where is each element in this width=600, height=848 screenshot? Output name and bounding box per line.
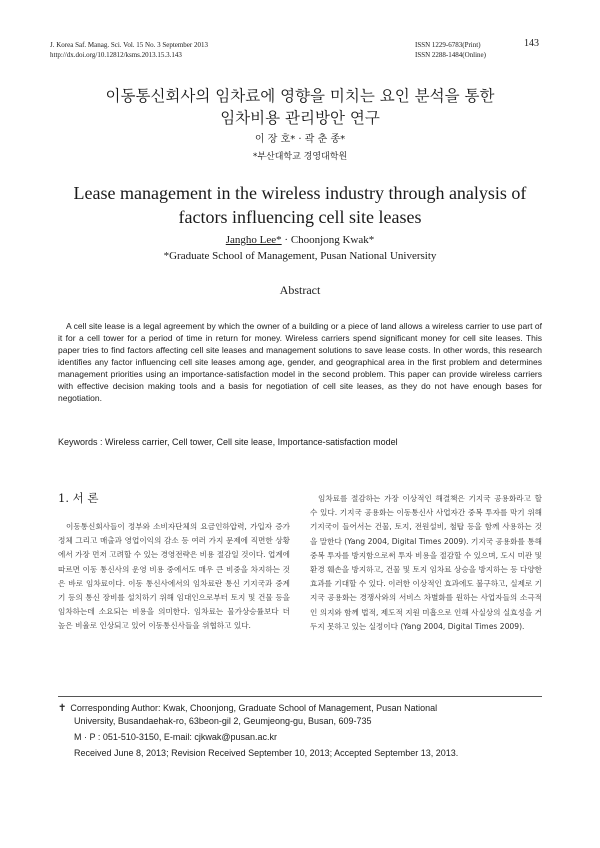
issn-online: ISSN 2288-1484(Online) <box>415 51 486 59</box>
footnote-line1 <box>58 702 548 715</box>
korean-authors: 이 장 호* · 곽 춘 종* <box>254 134 346 145</box>
footnote-contact: M · P : 051-510-3150, E-mail: cjkwak@pusan.ac.kr <box>74 732 278 742</box>
author-kwak: Choonjong Kwak* <box>290 234 375 246</box>
english-title-line2: factors influencing cell site leases <box>178 207 422 227</box>
running-header-right <box>415 40 486 60</box>
issn-print: ISSN 1229-6783(Print) <box>415 41 481 49</box>
doi-link[interactable]: http://dx.doi.org/10.12812/ksms.2013.15.3.143 <box>50 51 182 59</box>
section-heading-introduction: 1. 서 론 <box>58 491 99 505</box>
running-header-left <box>50 40 208 60</box>
dagger-icon: ✝ <box>58 703 67 714</box>
intro-right-column: 임차료를 절감하는 가장 이상적인 해결책은 기지국 공용화라고 할 수 있다. 기지국 공용화는 이동통신사 사업자간 중복 투자를 막기 위해 기지국이 들어서는 건물, 토지, 전원설비, 철탑 등을 함께 사용하는 것을 말한다 (Yang 2004, Digital Times 2009). 기지국 공용화를 통해 중복 투자를 방지함으로써 투자 비용을 절감할 수 있으며, 도시 미관 및 환경 훼손을 방지하고, 건물 및 토지 임차료 상승을 방지하는 등 다양한 효과를 기대할 수 있다. 이러한 이상적인 효과에도 불구하고, 실제로 기지국 공용화는 경쟁사와의 서비스 차별화를 원하는 사업자들의 소극적인 의지와 함께 법적, 제도적 지원 미흡으로 인해 사실상의 실효성을 거두지 못하고 있는 실정이다 (Yang 2004, Digital Times 2009). <box>310 494 542 631</box>
intro-left-column: 이동통신회사들이 정부와 소비자단체의 요금인하압력, 가입자 증가 정체 그리고 매출과 영업이익의 감소 등 여러 가지 문제에 직면한 상황에서 가장 먼저 고려할 수 있는 경영전략은 비용 절감일 것이다. 업계에 따르면 이동 통신사의 운영 비용 중에서도 매우 큰 비중을 차지하는 것은 바로 임차료이다. 이동 통신사에서의 임차료란 통신 기지국과 중계기 등의 통신 장비를 설치하기 위해 임대인으로부터 토지 및 건물 등을 임차하는데 소요되는 비용을 의미한다. 임차료는 물가상승률보다 더 높은 비율로 인상되고 있어 이동통신사들을 위협하고 있다. <box>58 522 290 631</box>
page-number: 143 <box>524 38 539 49</box>
keywords: Keywords : Wireless carrier, Cell tower, Cell site lease, Importance-satisfaction model <box>58 437 398 447</box>
footnote-line2: University, Busandaehak-ro, 63beon-gil 2, Geumjeong-gu, Busan, 609-735 <box>74 716 372 726</box>
journal-citation: J. Korea Saf. Manag. Sci. Vol. 15 No. 3 September 2013 <box>50 41 208 49</box>
footnote-dates: Received June 8, 2013; Revision Received September 10, 2013; Accepted September 13, 2013. <box>74 748 459 758</box>
english-authors <box>0 234 600 246</box>
korean-title-line1: 이동통신회사의 임차료에 영향을 미치는 요인 분석을 통한 <box>105 87 495 105</box>
author-separator: · <box>281 234 291 246</box>
korean-title-line2: 임차비용 관리방안 연구 <box>220 109 380 127</box>
corresponding-author: Corresponding Author: Kwak, Choonjong, Graduate School of Management, Pusan National <box>70 703 438 713</box>
footnote-divider <box>58 696 542 697</box>
korean-affiliation: *부산대학교 경영대학원 <box>252 152 348 162</box>
abstract-body: A cell site lease is a legal agreement by which the owner of a building or a piece of land allows a wireless carrier to use part of it for a cell tower for a period of time in return for money. Wireless carriers spend significant money for cell site leases. This paper tries to find factors affecting cell site leases and management solutions to save lease costs. In other words, this research identifies any factor influencing cell site leases among age, gender, and geographical area in the first problem and determines management priorities using an importance-satisfaction model in the second problem. This paper can provide wireless carriers with effective decision making tools and a basis for negotiation of cell site leases, as they do not have enough bases for negotiation. <box>58 321 542 403</box>
abstract-heading: Abstract <box>279 283 321 297</box>
english-title-line1: Lease management in the wireless industry through analysis of <box>73 183 527 203</box>
english-affiliation: *Graduate School of Management, Pusan National University <box>163 250 437 262</box>
author-lee: Jangho Lee* <box>225 234 282 246</box>
